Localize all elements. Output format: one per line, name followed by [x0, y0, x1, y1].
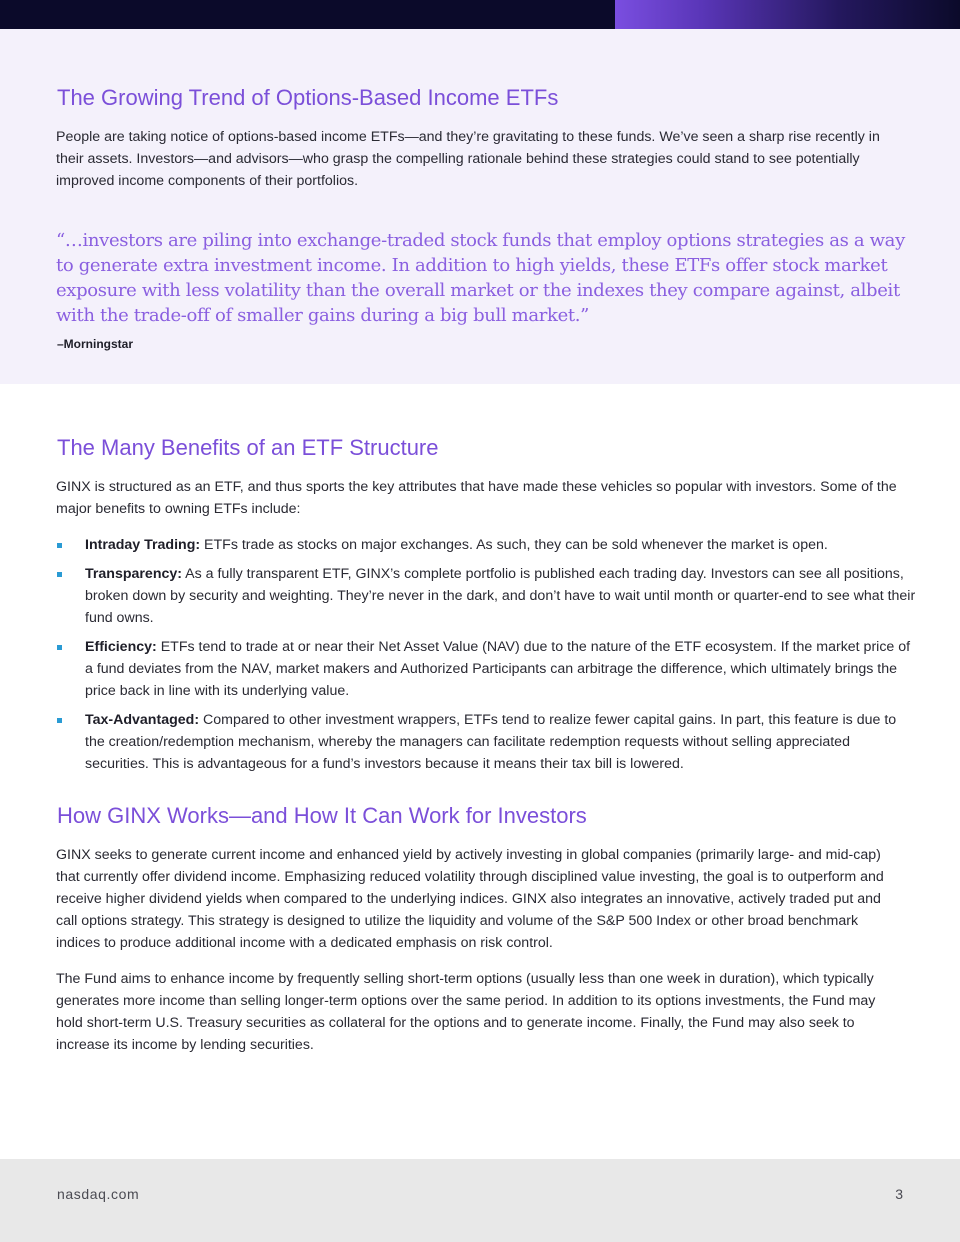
page-footer — [0, 1159, 960, 1242]
page-number: 3 — [895, 1186, 903, 1202]
bullet-text: Compared to other investment wrappers, ETFs tend to realize fewer capital gains. In part, this feature is due to the creation/redemption mechanism, whereby the managers can facilitate redemption requests without selling appreciated securities. This is advantageous for a fund’s investors because it means their tax bill is lowered. — [85, 712, 897, 772]
square-bullet-icon — [57, 572, 62, 577]
growing-trend-paragraph: People are taking notice of options-based income ETFs—and they’re gravitating to these funds. We’ve seen a sharp rise recently in their assets. Investors—and advisors—who grasp the compelling rationale behind these strategies could stand to see potentially improved income components of their portfolios. — [56, 129, 880, 189]
top-bar-gradient-accent — [615, 0, 960, 29]
section-heading-how-ginx-works: How GINX Works—and How It Can Work for Investors — [57, 803, 587, 828]
list-item — [56, 563, 916, 629]
bullet-term: Transparency: — [85, 566, 182, 582]
section-heading-etf-benefits: The Many Benefits of an ETF Structure — [57, 435, 439, 460]
intro-section-background — [0, 29, 960, 384]
section-heading-growing-trend: The Growing Trend of Options-Based Income ETFs — [57, 85, 559, 110]
morningstar-quote: “…investors are piling into exchange-traded stock funds that employ options strategies as a way to generate extra investment income. In addition to high yields, these ETFs offer stock market exposure with less volatility than the overall market or the indexes they compare against, albeit with the trade-off of smaller gains during a big bull market.” — [56, 230, 905, 326]
square-bullet-icon — [57, 543, 62, 548]
bullet-text: As a fully transparent ETF, GINX’s complete portfolio is published each trading day. Investors can see all positions, broken down by security and weighting. They’re never in the dark, and don’t have to wait until month or quarter-end to see what their fund owns. — [85, 566, 916, 626]
list-item — [56, 534, 916, 556]
square-bullet-icon — [57, 718, 62, 723]
bullet-term: Efficiency: — [85, 639, 157, 655]
etf-benefits-intro: GINX is structured as an ETF, and thus sports the key attributes that have made these vehicles so popular with investors. Some of the major benefits to owning ETFs include: — [56, 479, 897, 517]
quote-attribution: –Morningstar — [57, 337, 134, 351]
bullet-term: Intraday Trading: — [85, 537, 201, 553]
benefits-list — [56, 534, 916, 782]
bullet-text: ETFs trade as stocks on major exchanges. As such, they can be sold whenever the market is open. — [200, 537, 828, 553]
bullet-term: Tax-Advantaged: — [85, 712, 200, 728]
how-ginx-works-paragraph-1: GINX seeks to generate current income and enhanced yield by actively investing in global companies (primarily large- and mid-cap) that currently offer dividend income. Emphasizing reduced volatility through disciplined value investing, the goal is to outperform and receive higher dividend yields when compared to the underlying indices. GINX also integrates an innovative, actively traded put and call options strategy. This strategy is designed to utilize the liquidity and volume of the S&P 500 Index or other broad benchmark indices to produce additional income with a dedicated emphasis on risk control. — [56, 847, 884, 951]
square-bullet-icon — [57, 645, 62, 650]
footer-site-link[interactable]: nasdaq.com — [57, 1186, 140, 1202]
list-item — [56, 709, 916, 775]
list-item — [56, 636, 916, 702]
bullet-text: ETFs tend to trade at or near their Net Asset Value (NAV) due to the nature of the ETF ecosystem. If the market price of a fund deviates from the NAV, market makers and Authorized Participants can arbitrage the difference, which ultimately brings the price back in line with its underlying value. — [85, 639, 911, 699]
how-ginx-works-paragraph-2: The Fund aims to enhance income by frequently selling short-term options (usually less than one week in duration), which typically generates more income than selling longer-term options over the same period. In addition to its options investments, the Fund may hold short-term U.S. Treasury securities as collateral for the options and to generate income. Finally, the Fund may also seek to increase its income by lending securities. — [56, 971, 876, 1053]
